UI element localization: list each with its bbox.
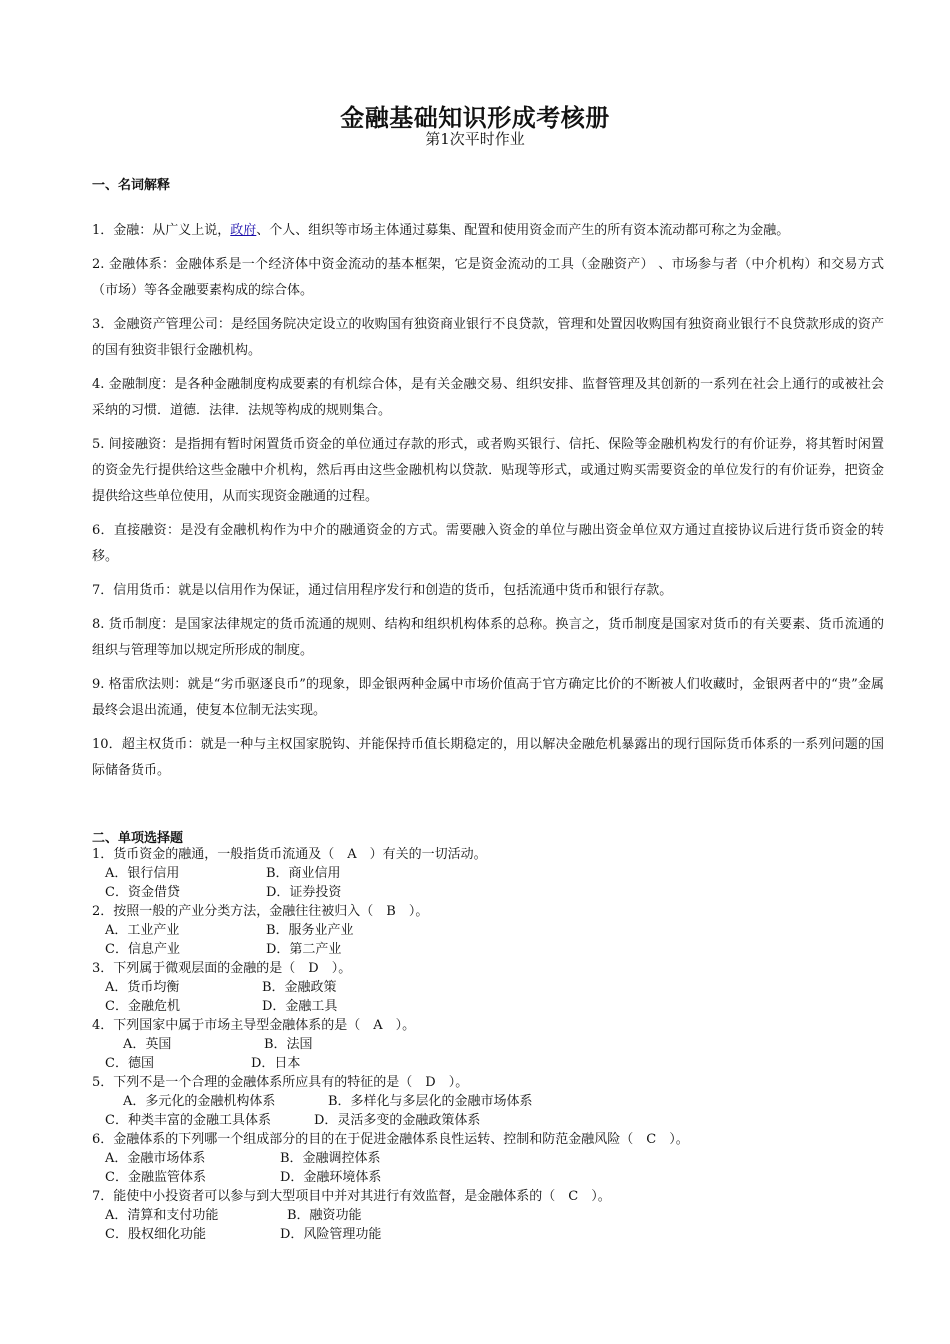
option-b: B．法国 (264, 1037, 313, 1052)
option-row (92, 978, 892, 997)
definition-item: 4. 金融制度：是各种金融制度构成要素的有机综合体，是有关金融交易、组织安排、监督管理及其创新的一系列在社会上通行的或被社会采纳的习惯．道德．法律．法规等构成的规则集合。 (92, 377, 884, 418)
option-b: B．金融调控体系 (280, 1151, 381, 1166)
option-c: C．金融危机 (105, 999, 180, 1014)
option-row (92, 1111, 892, 1130)
definition-item (92, 218, 884, 244)
definition-item: 5. 间接融资：是指拥有暂时闲置货币资金的单位通过存款的形式，或者购买银行、信托、保险等金融机构发行的有价证券，将其暂时闲置的资金先行提供给这些金融中介机构，然后再由这些金融机构以贷款．贴现等形式，或通过购买需要资金的单位发行的有价证券，把资金提供给这些单位使用，从而实现资金融通的过程。 (92, 437, 884, 504)
option-row (92, 1092, 892, 1111)
option-d: D．灵活多变的金融政策体系 (314, 1113, 481, 1128)
section-heading-multiple-choice: 二、单项选择题 (92, 831, 184, 846)
option-row (92, 1206, 892, 1225)
option-row (92, 997, 892, 1016)
question-text: 2．按照一般的产业分类方法，金融往往被归入（ B ）。 (92, 904, 429, 919)
document-title: 金融基础知识形成考核册 (340, 103, 610, 132)
option-row (92, 864, 892, 883)
question-text: 5．下列不是一个合理的金融体系所应具有的特征的是（ D ）。 (92, 1075, 469, 1090)
option-row (92, 883, 892, 902)
question-text: 1．货币资金的融通，一般指货币流通及（ A ）有关的一切活动。 (92, 847, 487, 862)
question-text: 7．能使中小投资者可以参与到大型项目中并对其进行有效监督，是金融体系的（ C ）。 (92, 1189, 611, 1204)
definition-item: 9. 格雷欣法则：就是“劣币驱逐良币”的现象，即金银两种金属中市场价值高于官方确定比价的不断被人们收藏时，金银两者中的“贵”金属最终会退出流通，使复本位制无法实现。 (92, 677, 884, 718)
option-a: A．银行信用 (105, 866, 180, 881)
document-subtitle: 第1次平时作业 (425, 130, 525, 148)
option-d: D．第二产业 (266, 942, 342, 957)
option-row (92, 940, 892, 959)
definition-item: 8. 货币制度：是国家法律规定的货币流通的规则、结构和组织机构体系的总称。换言之，货币制度是国家对货币的有关要素、货币流通的组织与管理等加以规定所形成的制度。 (92, 617, 884, 658)
question-text: 3．下列属于微观层面的金融的是（ D ）。 (92, 961, 352, 976)
option-a: A．清算和支付功能 (105, 1208, 219, 1223)
option-b: B．服务业产业 (266, 923, 354, 938)
option-c: C．德国 (105, 1056, 154, 1071)
option-b: B．融资功能 (287, 1208, 362, 1223)
option-row (92, 1149, 892, 1168)
option-a: A．多元化的金融机构体系 (123, 1094, 276, 1109)
definitions-list (92, 218, 884, 792)
option-a: A．英国 (123, 1037, 172, 1052)
option-row (92, 921, 892, 940)
option-row (92, 1168, 892, 1187)
definition-text-end: 、个人、组织等市场主体通过募集、配置和使用资金而产生的所有资本流动都可称之为金融。 (256, 223, 790, 238)
option-row (92, 1225, 892, 1244)
option-row (92, 1035, 892, 1054)
option-d: D．金融环境体系 (280, 1170, 382, 1185)
definition-text-start: 1．金融：从广义上说， (92, 223, 231, 238)
option-a: A．工业产业 (105, 923, 180, 938)
option-a: A．金融市场体系 (105, 1151, 206, 1166)
option-d: D．证券投资 (266, 885, 342, 900)
section-heading-definitions: 一、名词解释 (92, 178, 171, 193)
definition-item: 2. 金融体系：金融体系是一个经济体中资金流动的基本框架，它是资金流动的工具（金融资产） 、市场参与者（中介机构）和交易方式（市场）等各金融要素构成的综合体。 (92, 257, 884, 298)
option-c: C．金融监管体系 (105, 1170, 206, 1185)
definition-item: 3．金融资产管理公司：是经国务院决定设立的收购国有独资商业银行不良贷款，管理和处置因收购国有独资商业银行不良贷款形成的资产的国有独资非银行金融机构。 (92, 317, 884, 358)
option-d: D．日本 (251, 1056, 301, 1071)
government-link[interactable]: 政府 (230, 223, 257, 238)
question-text: 4．下列国家中属于市场主导型金融体系的是（ A ）。 (92, 1018, 416, 1033)
option-a: A．货币均衡 (105, 980, 180, 995)
question-text: 6．金融体系的下列哪一个组成部分的目的在于促进金融体系良性运转、控制和防范金融风险（ C ）。 (92, 1132, 689, 1147)
option-b: B．金融政策 (262, 980, 337, 995)
option-b: B．商业信用 (266, 866, 341, 881)
option-c: C．资金借贷 (105, 885, 180, 900)
multiple-choice-list (92, 845, 892, 1244)
option-d: D．风险管理功能 (280, 1227, 382, 1242)
definition-item: 7．信用货币：就是以信用作为保证，通过信用程序发行和创造的货币，包括流通中货币和银行存款。 (92, 583, 673, 598)
option-c: C．信息产业 (105, 942, 180, 957)
option-d: D．金融工具 (262, 999, 338, 1014)
option-c: C．种类丰富的金融工具体系 (105, 1113, 271, 1128)
option-c: C．股权细化功能 (105, 1227, 206, 1242)
option-b: B．多样化与多层化的金融市场体系 (328, 1094, 533, 1109)
definition-item: 10．超主权货币：就是一种与主权国家脱钩、并能保持币值长期稳定的，用以解决金融危机暴露出的现行国际货币体系的一系列问题的国际储备货币。 (92, 737, 884, 778)
option-row (92, 1054, 892, 1073)
definition-item: 6．直接融资：是没有金融机构作为中介的融通资金的方式。需要融入资金的单位与融出资金单位双方通过直接协议后进行货币资金的转移。 (92, 523, 884, 564)
